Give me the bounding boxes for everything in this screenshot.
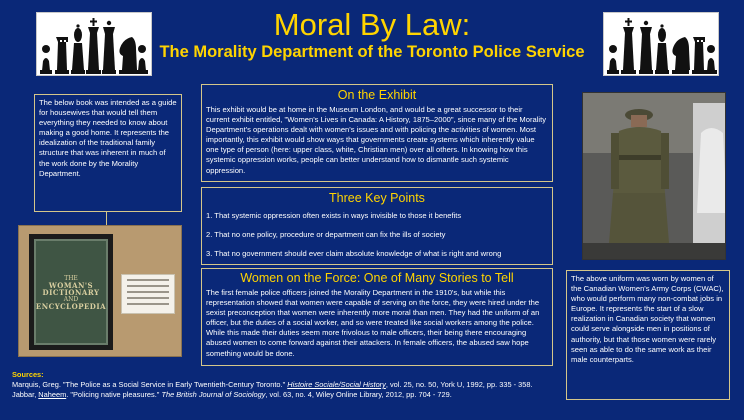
book-description-box [34, 94, 182, 212]
connector-line [106, 212, 107, 225]
poster-subtitle: The Morality Department of the Toronto Police Service [159, 43, 585, 61]
uniform-description-text: The above uniform was worn by women of the Canadian Women's Army Corps (CWAC), who would perform many non-combat jobs in Europe. It represents the start of a slow realization in Canadian society that women could serve alongside men in positions of authority, but that those women were rarely seen as able to do the same work as their male counterparts. [571, 274, 724, 364]
citation-text: Marquis, Greg. "The Police as a Social Service in Early Twentieth-Century Toronto." [12, 380, 288, 389]
source-citation-2 [12, 390, 732, 400]
exhibit-section [201, 84, 553, 182]
book-cover-text: THE [64, 274, 78, 282]
citation-text: , vol. 25, no. 50, York U, 1992, pp. 335 - 358. [385, 380, 533, 389]
women-force-body: The first female police officers joined the Morality Department in the 1910's, but while this representation showed that women were capable of serving on the force, they were hired under the sexist preconception that women were inherently more moral than men. They had the uniform of an officer, but the duties of a social worker, and so were treated like social workers among the police. While this made their duties seem more frivolous to male officers, their being there encouraging abused women to come forward against their attackers. In female officers, the abused saw hope something would be done. [206, 288, 540, 358]
women-force-section [201, 268, 553, 366]
book-cover-text: AND [63, 295, 79, 303]
key-points-section [201, 187, 553, 265]
book-cover [34, 239, 108, 345]
book-cover-text: WOMAN'S [48, 280, 94, 290]
key-point-3: 3. That no government should ever claim absolute knowledge of what is right and wrong [206, 249, 502, 259]
exhibit-heading: On the Exhibit [337, 88, 417, 102]
citation-text: . "Policing native pleasures." [66, 390, 162, 399]
book-cover-text: ENCYCLOPEDIA [35, 301, 107, 311]
exhibit-body: This exhibit would be at home in the Museum London, and would be a great successor to their current exhibit entitled, "Women's Lives in Canada: A History, 1875–2000", since many of the Morality Department's operations dealt with women's issues and with policing the activities of women. Most importantly, this exhibit would show ways that governments create systems which inherently value one type of person (here: upper class, white, Christian men) over all others. In knowing how this systemic oppression works, people can better understand how to dismantle such systemic oppression. [206, 105, 547, 175]
key-point-1: 1. That systemic oppression often exists in ways invisible to those it benefits [206, 211, 462, 220]
source-citation-1 [12, 380, 732, 390]
book-description-text: The below book was intended as a guide for housewives that would tell them everything they needed to know about making a good home. It represents the idealization of the traditional family structure that was inherent in much of the work done by the Morality Department. [39, 98, 177, 178]
book-cover-text: DICTIONARY [42, 287, 100, 297]
citation-author-name: Naheem [38, 390, 67, 399]
women-force-heading: Women on the Force: One of Many Stories to Tell [240, 271, 514, 285]
key-point-2: 2. That no one policy, procedure or department can fix the ills of society [206, 230, 446, 240]
citation-journal: Histoire Sociale/Social History [287, 380, 386, 389]
book-frame [29, 234, 113, 350]
uniform-mannequin-image [583, 93, 726, 260]
key-points-heading: Three Key Points [329, 191, 425, 205]
chess-pieces-icon [38, 17, 150, 75]
chess-pieces-icon [605, 17, 717, 75]
poster-title: Moral By Law: [273, 7, 471, 42]
chess-pieces-image-left [36, 12, 152, 76]
citation-text: Jabbar, [12, 390, 39, 399]
citation-journal: The British Journal of Sociology [161, 390, 266, 399]
museum-label-card [121, 274, 175, 314]
chess-pieces-image-right [603, 12, 719, 76]
book-photo [18, 225, 182, 357]
sources [12, 370, 732, 400]
sources-title: Sources: [12, 370, 44, 379]
citation-text: , vol. 63, no. 4, Wiley Online Library, 2012, pp. 704 - 729. [265, 390, 452, 399]
uniform-photo [582, 92, 726, 260]
